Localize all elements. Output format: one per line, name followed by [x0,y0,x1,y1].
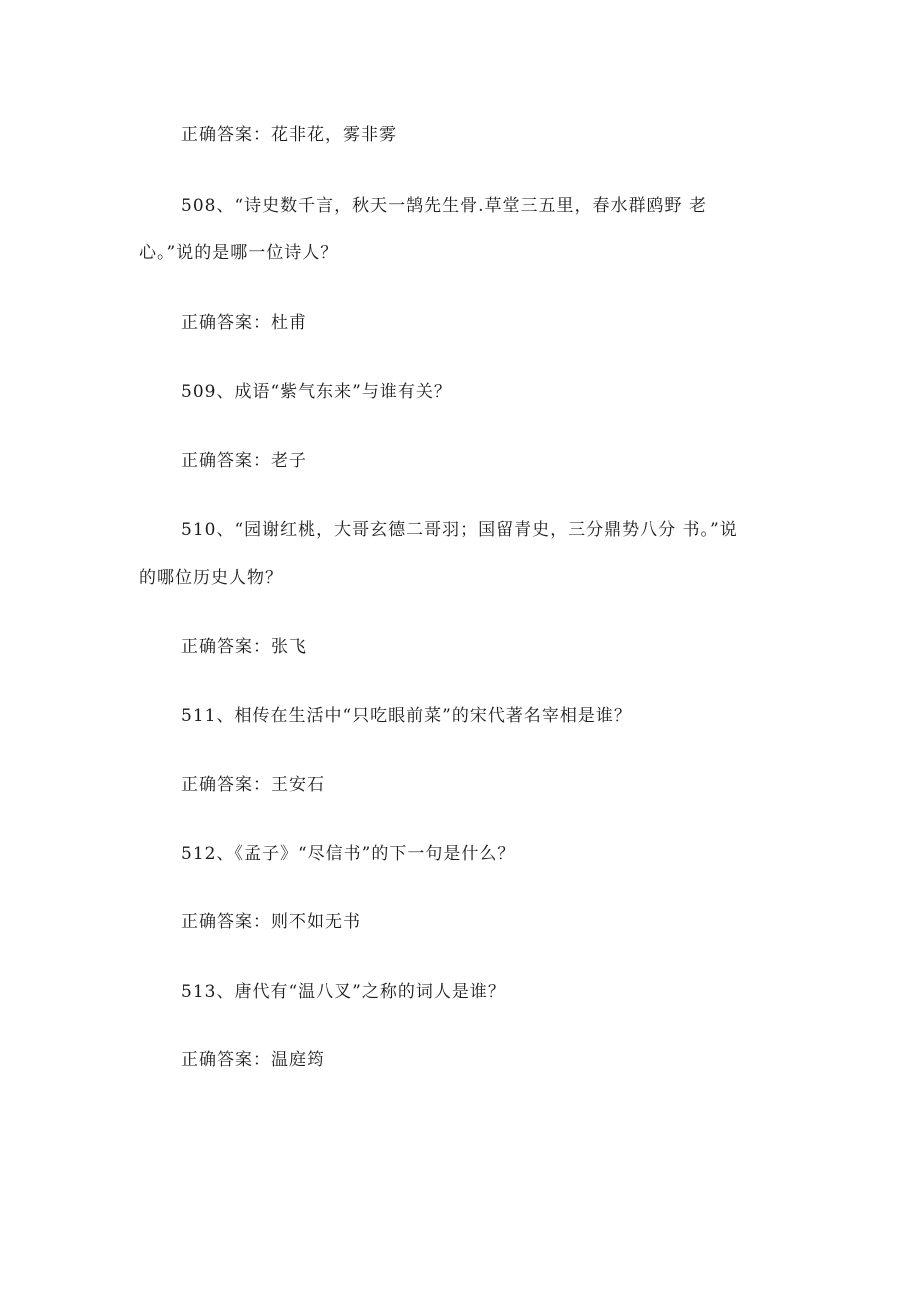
answer-513: 正确答案：温庭筠 [181,1050,325,1070]
answer-509: 正确答案：老子 [181,451,307,471]
answer-508: 正确答案：杜甫 [181,313,307,333]
answer-507: 正确答案：花非花，雾非雾 [181,125,397,145]
question-512: 512、《孟子》“尽信书”的下一句是什么？ [181,844,516,864]
question-508-line2: 心。”说的是哪一位诗人？ [139,243,339,263]
question-510-line2: 的哪位历史人物？ [139,568,283,588]
question-508-line1: 508、“诗史数千言，秋天一鹄先生骨.草堂三五里，春水群鸥野 老 [181,196,707,216]
answer-510: 正确答案：张飞 [181,637,307,657]
question-513: 513、唐代有“温八叉”之称的词人是谁？ [181,982,506,1002]
question-509: 509、成语“紫气东来”与谁有关？ [181,382,452,402]
answer-511: 正确答案：王安石 [181,775,325,795]
answer-512: 正确答案：则不如无书 [181,912,361,932]
question-511: 511、相传在生活中“只吃眼前菜”的宋代著名宰相是谁？ [181,706,632,726]
question-510-line1: 510、“园谢红桃，大哥玄德二哥羽；国留青史，三分鼎势八分 书。”说 [181,520,738,540]
